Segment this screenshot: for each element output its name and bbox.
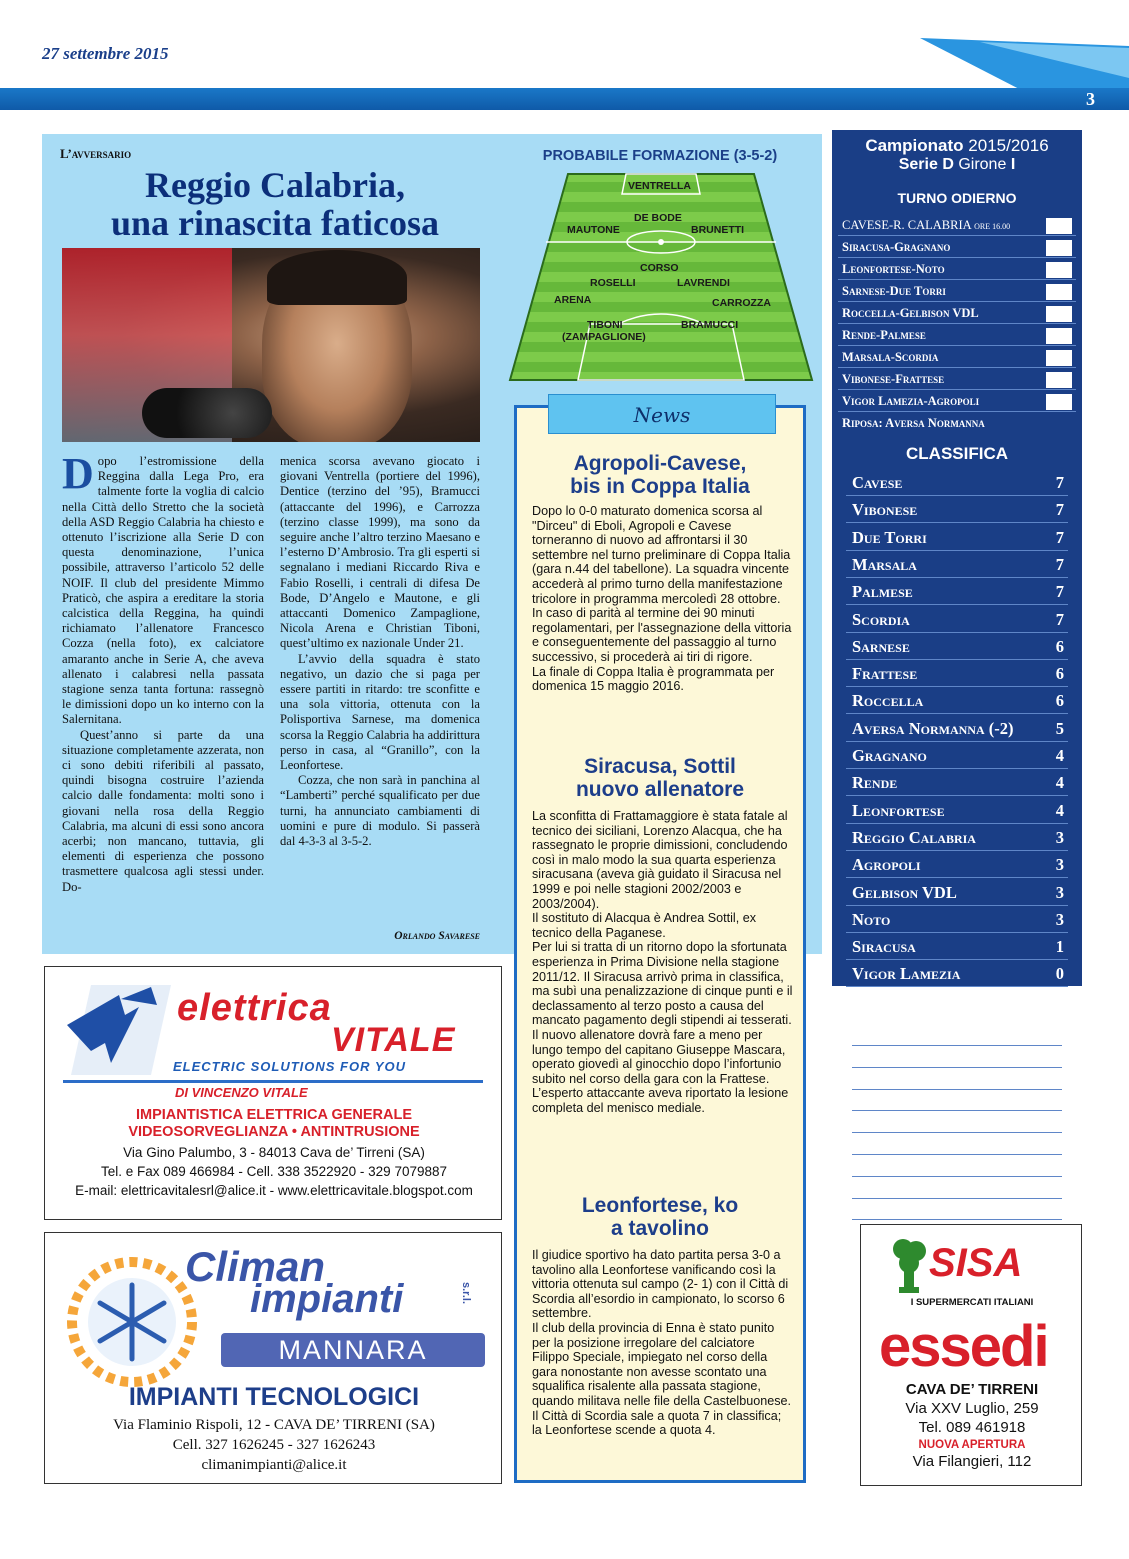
standings-row — [846, 825, 1068, 851]
standings-points: 7 — [1055, 554, 1064, 574]
standings-points: 6 — [1055, 636, 1064, 656]
formation-title: PROBABILE FORMAZIONE (3-5-2) — [542, 148, 778, 164]
article-paragraph: Cozza, che non sarà in panchina al “Lamberti” perché squalificato per due turni, ha annunciato cambiamenti di uomini e pure di modulo. Si passerà dal 4-3-3 al 3-5-2. — [280, 773, 480, 849]
elettrica-vitale-ad — [44, 966, 502, 1220]
row-divider — [846, 577, 1068, 578]
score-box — [1046, 218, 1072, 234]
standings-points: 4 — [1055, 773, 1064, 793]
standings-team: Agropoli — [852, 855, 921, 875]
standings-row — [846, 470, 1068, 496]
standings-points: 7 — [1055, 582, 1064, 602]
standings-row — [846, 880, 1068, 906]
score-box — [1046, 284, 1072, 300]
score-box — [1046, 240, 1072, 256]
sisa-essedi-ad — [860, 1224, 1082, 1486]
standings-points: 3 — [1055, 827, 1064, 847]
news-title: Agropoli-Cavese, bis in Coppa Italia — [570, 452, 750, 498]
elettrica-services: VIDEOSORVEGLIANZA • ANTINTRUSIONE — [128, 1124, 420, 1140]
girone-label: Girone — [958, 156, 1007, 173]
standings-team: Cavese — [852, 473, 903, 492]
standings-team: Scordia — [852, 609, 910, 629]
score-box — [1046, 262, 1072, 278]
elettrica-owner: DI VINCENZO VITALE — [175, 1085, 308, 1100]
standings-team: Vibonese — [852, 500, 918, 520]
climan-phone: Cell. 327 1626245 - 327 1626243 — [172, 1437, 376, 1453]
standings-points: 3 — [1055, 855, 1064, 875]
next-match-row — [832, 1046, 1082, 1068]
standings-team: Siracusa — [852, 937, 916, 957]
row-divider — [846, 768, 1068, 769]
sisa-subtitle: I SUPERMERCATI ITALIANI — [910, 1297, 1034, 1308]
match-row — [838, 304, 1076, 324]
headline-line-1: Reggio Calabria, — [145, 165, 405, 205]
sisa-city: CAVA DE’ TIRRENI — [905, 1381, 1039, 1398]
standings-team: Due Torri — [852, 527, 927, 547]
standings-row — [846, 798, 1068, 824]
row-divider — [846, 550, 1068, 551]
row-divider — [846, 659, 1068, 660]
standings-points: 1 — [1055, 937, 1064, 957]
championship-label: Campionato — [865, 136, 964, 155]
standings-row — [846, 634, 1068, 660]
news-text: Dopo lo 0-0 maturato domenica scorsa al "Dirceu" di Eboli, Agropoli e Cavese torneranno di nuovo ad affrontarsi il 30 settembre nel turno preliminare di Coppa Italia (gara n.44 del tabellone). La squadra vincente accederà al primo turno della manifestazione tricolore in programma mercoledì 28 ottobre. In caso di parità al termine dei 90 minuti regolamentari, per l'assegnazione della vittoria e conseguentemente del passaggio al turno successivo, si procederà ai tiri di rigore. La finale di Coppa Italia è programmata per domenica 15 maggio 2016. — [532, 504, 792, 694]
match-teams: Marsala-Scordia — [842, 350, 939, 364]
formation-player: BRAMUCCI — [681, 319, 739, 331]
next-match-row — [832, 1068, 1082, 1090]
sisa-phone: Tel. 089 461918 — [918, 1419, 1026, 1436]
standings-team: Aversa Normanna (-2) — [852, 718, 1014, 738]
article-paragraph — [62, 449, 264, 728]
standings-row — [846, 497, 1068, 523]
news-text: Il giudice sportivo ha dato partita persa 3-0 a tavolino alla Leonfortese vanificando così la vittoria ottenuta sul campo (2- 1) con il Città di Scordia all’esordio in campionato, lo scorso 6 settembre. Il club della provincia di Enna è stato punito per la posizione irregolare del calciatore Filippo Speciale, impiegato nel corso della gara nonostante non avesse scontato una squalifica risalente alla passata stagione, quando militava nelle file della Castelbuonese. Il Città di Scordia sale a quota 7 in classifica; la Leonfortese scende a quota 4. — [532, 1248, 792, 1438]
elettrica-divider — [63, 1080, 483, 1083]
row-divider — [846, 522, 1068, 523]
formation-player: LAVRENDI — [677, 277, 730, 289]
next-match-teams: Gragnano-Vibonese — [902, 1067, 1012, 1082]
formation-player: VENTRELLA — [628, 180, 691, 192]
championship-season: 2015/2016 — [968, 136, 1049, 155]
standings-team: Rende — [852, 773, 898, 793]
impianti-brand: impianti — [250, 1277, 404, 1321]
standings-row — [846, 934, 1068, 960]
formation-player: TIBONI — [587, 319, 623, 331]
article-paragraph: L’avvio della squadra è stato negativo, un dazio che si paga per essere partiti in ritardo: tre sconfitte e una sola vittoria, ottenuta con la Polisportiva Sarnese, ma domenica scorsa la Reggio Calabria ha addirittura perso in casa, al “Granillo”, con la Leonfortese. — [280, 651, 480, 773]
match-teams: Vibonese-Frattese — [842, 372, 945, 386]
article-paragraph: Quest’anno si parte da una situazione completamente azzerata, non ci sono debiti riferibili al passato, quindi bisogna costruire l’azienda calcio dalle fondamenta: molti sono i giovani nella rosa della Reggio Calabria, ma alcuni di essi sono ancora acerbi; non mancano, tuttavia, gli elementi di esperienza che possono trasmettere qualcosa agli stessi under. Do- — [62, 727, 264, 894]
turno-odierno-title: TURNO ODIERNO — [897, 190, 1017, 206]
lightning-logo-icon — [61, 985, 171, 1075]
standings-team: Roccella — [852, 691, 924, 711]
match-row — [838, 260, 1076, 280]
formation-player: CORSO — [640, 262, 679, 274]
match-teams: Roccella-Gelbison VDL — [842, 306, 979, 320]
standings-points: 7 — [1055, 609, 1064, 629]
score-box — [1046, 394, 1072, 410]
match-row — [838, 282, 1076, 302]
header-bar — [0, 88, 1129, 110]
match-teams: Rende-Palmese — [842, 328, 926, 342]
match-teams: Leonfortese-Noto — [842, 262, 945, 276]
standings-points: 4 — [1055, 746, 1064, 765]
page-number: 3 — [1086, 89, 1095, 109]
news-title: Leonfortese, ko a tavolino — [581, 1194, 739, 1240]
elettrica-address: Via Gino Palumbo, 3 - 84013 Cava de’ Tirreni (SA) — [123, 1145, 425, 1160]
match-row — [838, 392, 1076, 412]
championship-title — [832, 136, 1082, 156]
standings-team: Gragnano — [852, 746, 927, 765]
sisa-brand: SISA — [929, 1241, 1023, 1285]
article-kicker: L’avversario — [60, 146, 132, 161]
current-match-time: ORE 16.00 — [974, 222, 1011, 231]
row-divider — [846, 986, 1068, 987]
formation-player: ARENA — [554, 294, 592, 306]
standings-points: 6 — [1055, 664, 1064, 684]
current-match — [842, 218, 1010, 233]
climan-address: Via Flaminio Rispoli, 12 - CAVA DE’ TIRRENI (SA) — [113, 1417, 435, 1433]
row-divider — [846, 686, 1068, 687]
standings-points: 3 — [1055, 909, 1064, 929]
article-paragraph: menica scorsa avevano giocato i giovani Ventrella (portiere del 1996), Dentice (terzino del ’95), Bramucci (attaccante del 1996), e Carrozza (terzino classe 1999), ma sono da seguire anche l’altro terzino Maesano e l’esterno D’Ambrosio. Tra gli esperti si segnalano i mediani Riccardo Riva e Fabio Roselli, i centrali di difesa De Bode, D’Angelo e Mautone, e gli attaccanti Domenico Zampaglione, Nicola Arena e Christian Tiboni, quest’ultimo ex nazionale Under 21. — [280, 454, 480, 651]
next-match-teams: Reggio Calabria-V. Lamezia — [878, 1198, 1036, 1213]
football-pitch — [508, 172, 814, 382]
standings-team: Sarnese — [852, 636, 910, 656]
snowflake-sun-icon — [67, 1257, 197, 1387]
news-tag: News — [548, 394, 776, 434]
serie-title — [832, 156, 1082, 174]
row-divider — [846, 604, 1068, 605]
article-headline — [60, 166, 490, 242]
climan-heading: IMPIANTI TECNOLOGICI — [128, 1383, 420, 1411]
row-divider — [846, 741, 1068, 742]
elettrica-email: E-mail: elettricavitalesrl@alice.it - www.elettricavitale.blogspot.com — [75, 1183, 473, 1198]
prossimo-turno-title: PROSSIMO TURNO — [890, 1000, 1024, 1016]
current-match-row — [838, 216, 1076, 236]
sisa-street: Via XXV Luglio, 259 — [905, 1400, 1039, 1417]
standings-points: 5 — [1055, 718, 1064, 738]
vitale-brand: VITALE — [331, 1021, 456, 1059]
formation-player: CARROZZA — [712, 297, 771, 309]
row-divider — [846, 823, 1068, 824]
row-divider — [846, 795, 1068, 796]
article-column-2 — [280, 454, 480, 849]
elettrica-services: IMPIANTISTICA ELETTRICA GENERALE — [135, 1107, 413, 1123]
standings-points: 7 — [1055, 473, 1064, 492]
next-match-row — [832, 1111, 1082, 1133]
standings-team: Reggio Calabria — [852, 827, 976, 847]
photo-hair — [267, 250, 407, 305]
elettrica-phone: Tel. e Fax 089 466984 - Cell. 338 3522920 - 329 7079887 — [100, 1164, 447, 1179]
match-teams: Sarnese-Due Torri — [842, 284, 946, 298]
formation-player: ROSELLI — [590, 277, 636, 289]
row-divider — [846, 959, 1068, 960]
match-row — [838, 370, 1076, 390]
next-match-teams: Scordia-Siracusa — [909, 1089, 1005, 1104]
formation-player: MAUTONE — [567, 224, 620, 236]
next-match-teams: Due Torri-Roccella — [900, 1111, 1014, 1126]
score-box — [1046, 350, 1072, 366]
row-divider — [846, 877, 1068, 878]
serie-label: Serie D — [898, 156, 954, 173]
standings-team: Gelbison VDL — [852, 882, 957, 902]
row-divider — [846, 905, 1068, 906]
sisa-new-opening: NUOVA APERTURA — [918, 1439, 1026, 1451]
drop-cap: D — [62, 449, 94, 498]
standings-row — [846, 525, 1068, 551]
standings-team: Frattese — [852, 664, 918, 684]
standings-row — [846, 688, 1068, 714]
standings-row — [846, 770, 1068, 796]
score-box — [1046, 328, 1072, 344]
standings-team: Vigor Lamezia — [852, 964, 961, 984]
row-divider — [846, 713, 1068, 714]
mannara-brand: MANNARA — [278, 1335, 428, 1365]
classifica-title: CLASSIFICA — [906, 444, 1008, 463]
row-divider — [846, 850, 1068, 851]
standings-row — [846, 716, 1068, 742]
standings-points: 0 — [1055, 964, 1064, 984]
standings-row — [846, 961, 1068, 987]
coach-photo — [62, 248, 480, 442]
standings-points: 6 — [1055, 691, 1064, 711]
photo-microphone — [142, 388, 272, 438]
article-author: Orlando Savarese — [394, 930, 480, 942]
next-match-row — [832, 1177, 1082, 1199]
headline-line-2: una rinascita faticosa — [111, 203, 439, 243]
riposo-row — [838, 414, 1076, 434]
formation-player: (ZAMPAGLIONE) — [562, 331, 646, 343]
standings-row — [846, 579, 1068, 605]
row-divider — [846, 632, 1068, 633]
formation-player: DE BODE — [634, 212, 682, 224]
next-match-row — [832, 1133, 1082, 1155]
next-match-teams: NOTO-CAVESE — [914, 1154, 1000, 1169]
next-match-row — [832, 1089, 1082, 1111]
standings-points: 3 — [1055, 882, 1064, 902]
row-divider — [846, 495, 1068, 496]
standings-row — [846, 743, 1068, 769]
news-text: La sconfitta di Frattamaggiore è stata fatale al tecnico dei siciliani, Lorenzo Alacqua, che ha rassegnato le proprie dimissioni, concludendo così in malo modo la sua quarta esperienza siracusana (aveva già guidato il Siracusa nel 1999 e poi nelle stagioni 2002/2003 e 2003/2004). Il sostituto di Alacqua è Andrea Sottil, ex tecnico della Paganese. Per lui si tratta di un ritorno dopo la sfortunata esperienza in Prima Divisione nella stagione 2011/12. Il Siracusa arrivò prima in classifica, ma subì una penalizzazione di cinque punti e il declassamento al terzo posto a causa del mancato pagamento degli stipendi ai tesserati. Il nuovo allenatore dovrà fare a meno per lungo tempo del capitano Giuseppe Mascara, operato giovedì al ginocchio dopo l’infortunio subito nel corso della gara con la Frattese. L’esperto attaccante aveva riportato la lesione completa del menisco mediale. — [532, 809, 793, 1115]
standings-panel — [832, 130, 1082, 1213]
standings-row — [846, 661, 1068, 687]
standings-points: 7 — [1055, 500, 1064, 520]
row-divider — [846, 932, 1068, 933]
next-match-row — [832, 1155, 1082, 1177]
article-paragraph-text: opo l’estromissione della Reggina dalla Lega Pro, era talmente forte la voglia di calcio nella Città dello Stretto che la società della ASD Reggio Calabria ha chiesto e ottenuto l’iscrizione alla Serie D con questa denominazione, l’unica possibile, attraverso l’articolo 52 delle NOIF. Il club del presidente Mimmo Praticò, che aspira a ereditare la storia calcistica della Reggina, ha quindi richiamato l’allenatore Francesco Cozza (nella foto), ex calciatore amaranto anche in Serie A, che aveva allenato i calabresi nella passata stagione senza tanta fortuna: rassegnò le dimissioni dopo un ko interno con la Salernitana. — [62, 454, 264, 727]
climan-impianti-ad — [44, 1232, 502, 1484]
match-teams: Siracusa-Gragnano — [842, 240, 951, 254]
news-title: Siracusa, Sottil nuovo allenatore — [575, 755, 745, 801]
current-match-teams: CAVESE-R. CALABRIA — [842, 218, 971, 232]
article-column-1 — [62, 449, 264, 895]
climan-brand: Climan — [185, 1243, 326, 1290]
sisa-new-street: Via Filangieri, 112 — [912, 1453, 1032, 1470]
issue-date: 27 settembre 2015 — [42, 44, 169, 63]
standings-row — [846, 852, 1068, 878]
clover-mascot-icon — [889, 1237, 929, 1295]
score-box — [1046, 372, 1072, 388]
riposo-team: Riposa: Aversa Normanna — [842, 416, 985, 430]
next-match-row — [832, 1024, 1082, 1046]
standings-team: Leonfortese — [852, 800, 945, 820]
match-row — [838, 238, 1076, 258]
next-match-row — [832, 1198, 1082, 1220]
girone-value: I — [1010, 156, 1016, 173]
standings-team: Palmese — [852, 582, 913, 602]
standings-team: Marsala — [852, 554, 917, 574]
essedi-brand: essedi — [879, 1314, 1048, 1379]
elettrica-brand: elettrica — [177, 987, 332, 1029]
next-match-teams: Palmese-Marsala — [907, 1176, 1007, 1191]
standings-team: Noto — [852, 909, 891, 929]
standings-row — [846, 607, 1068, 633]
standings-points: 4 — [1055, 800, 1064, 820]
standings-row — [846, 907, 1068, 933]
standings-points: 7 — [1055, 527, 1064, 547]
next-match-teams: Agropoli-Rende — [912, 1024, 1002, 1038]
next-match-teams: Gelbison VDL-Leonfortese — [880, 1133, 1034, 1147]
match-teams: Vigor Lamezia-Agropoli — [842, 394, 980, 408]
match-row — [838, 326, 1076, 346]
next-match-teams: Aversa Normanna-Sarnese — [883, 1045, 1031, 1060]
climan-email: climanimpianti@alice.it — [201, 1457, 347, 1473]
standings-row — [846, 552, 1068, 578]
climan-srl: s.r.l. — [460, 1281, 473, 1305]
elettrica-tagline: ELECTRIC SOLUTIONS FOR YOU — [173, 1059, 407, 1074]
match-row — [838, 348, 1076, 368]
formation-player: BRUNETTI — [691, 224, 745, 236]
score-box — [1046, 306, 1072, 322]
